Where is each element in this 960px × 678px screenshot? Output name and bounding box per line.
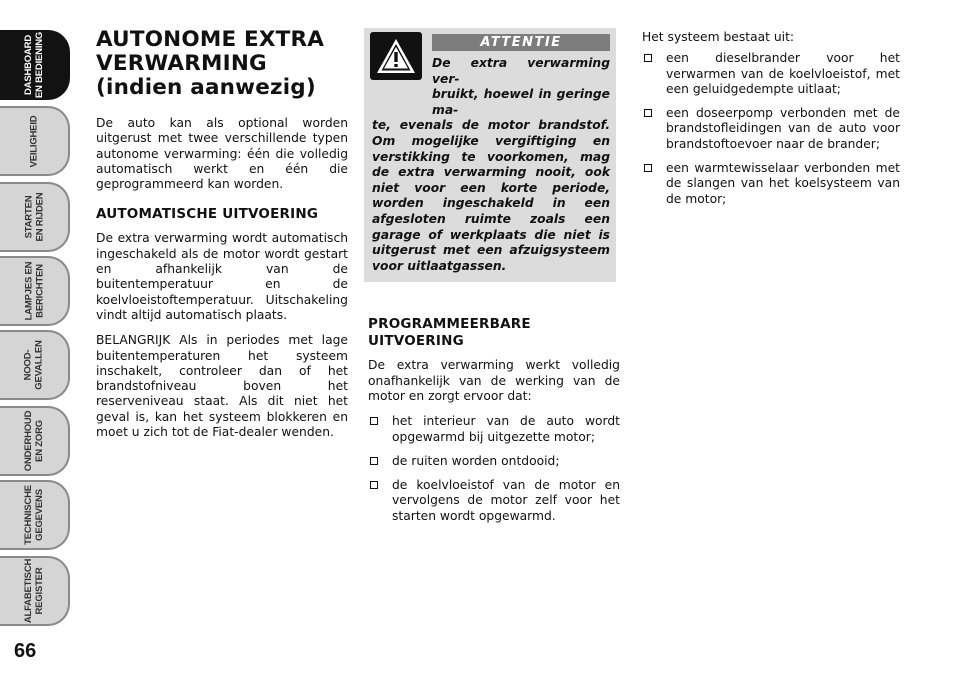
tab-alfabetisch-register[interactable] [0, 556, 70, 626]
warning-text-line: bruikt, hoewel in geringe ma- [432, 87, 610, 117]
tab-onderhoud-en-zorg[interactable] [0, 406, 70, 476]
checkbox-bullet-icon [370, 481, 378, 489]
title-line: AUTONOME EXTRA [96, 27, 325, 52]
tab-label: ALFABETISCH REGISTER [23, 558, 45, 624]
page-title [96, 28, 348, 100]
column-left [96, 28, 348, 450]
heading-line: UITVOERING [368, 333, 464, 350]
system-intro: Het systeem bestaat uit: [642, 30, 795, 44]
tab-starten-en-rijden[interactable] [0, 182, 70, 252]
column-right [642, 30, 900, 216]
checkbox-bullet-icon [644, 164, 652, 172]
tab-label: TECHNISCHE GEGEVENS [22, 485, 45, 545]
intro-paragraph: De auto kan als optional worden uitgerust met twee verschillende typen autonome verwarming: één die volledig automatisch werkt en één die geprogrammeerd kan worden. [96, 116, 348, 192]
section-heading-programmable [368, 316, 620, 350]
warning-text-line: De extra verwarming ver- [432, 56, 610, 86]
checkbox-bullet-icon [370, 457, 378, 465]
tab-label: ONDERHOUD EN ZORG [22, 410, 45, 472]
warning-box [364, 28, 616, 282]
warning-triangle-icon [370, 32, 422, 80]
checkbox-bullet-icon [644, 54, 652, 62]
warning-badge: ATTENTIE [432, 34, 610, 51]
list-item: een warmtewisselaar verbonden met de slangen van het koelsysteem van de motor; [642, 161, 900, 207]
tab-noodgevallen[interactable] [0, 330, 70, 400]
checkbox-bullet-icon [370, 417, 378, 425]
tab-label: NOOD- GEVALLEN [22, 340, 45, 390]
feature-list [368, 414, 620, 524]
heading-line: PROGRAMMEERBARE [368, 316, 531, 333]
programmable-intro: De extra verwarming werkt volledig onafhankelijk van de werking van de motor en zorgt ervoor dat: [368, 358, 620, 403]
tab-veiligheid[interactable] [0, 106, 70, 176]
warning-text [372, 56, 610, 274]
tab-label: LAMPJES EN BERICHTEN [23, 261, 45, 321]
warning-text-body: te, evenals de motor brandstof. Om mogelijke vergiftiging en verstikking te voorkomen, mag de extra verwarming nooit, ook niet voor een korte periode, worden ingeschakeld in een afgesloten ruimte zoals een garage of werkplaats die niet is uitgerust met een afzuigsysteem voor uitlaatgassen. [372, 118, 610, 273]
tab-dashboard-en-bediening[interactable] [0, 30, 70, 100]
section-heading-automatic: AUTOMATISCHE UITVOERING [96, 206, 319, 223]
list-item: het interieur van de auto wordt opgewarmd bij uitgezette motor; [368, 414, 620, 445]
title-line: VERWARMING [96, 51, 267, 76]
tab-technische-gegevens[interactable] [0, 480, 70, 550]
component-list [642, 51, 900, 207]
tab-label: VEILIGHEID [28, 115, 40, 167]
page-number: 66 [14, 640, 37, 662]
tab-lampjes-en-berichten[interactable] [0, 256, 70, 326]
checkbox-bullet-icon [644, 109, 652, 117]
list-item: de koelvloeistof van de motor en vervolgens de motor zelf voor het starten wordt opgewarmd. [368, 478, 620, 524]
title-line: (indien aanwezig) [96, 75, 316, 100]
tab-label: DASHBOARD EN BEDIENING [22, 31, 45, 99]
tab-label: STARTEN EN RIJDEN [22, 192, 45, 242]
automatic-paragraph: De extra verwarming wordt automatisch ingeschakeld als de motor wordt gestart en afhankelijk van de buitentemperatuur en de koelvloeistoftemperatuur. Uitschakeling vindt altijd automatisch plaats. [96, 231, 348, 322]
important-paragraph: BELANGRIJK Als in periodes met lage buitentemperaturen het systeem inschakelt, controleer dan of het brandstofniveau boven het reserveniveau staat. Als dit niet het geval is, kan het systeem blokkeren en moet u zich tot de Fiat-dealer wenden. [96, 333, 348, 440]
list-item: de ruiten worden ontdooid; [368, 454, 620, 469]
column-middle [368, 28, 620, 533]
list-item: een dieselbrander voor het verwarmen van de koelvloeistof, met een geluidgedempte uitlaat; [642, 51, 900, 97]
list-item: een doseerpomp verbonden met de brandstofleidingen van de auto voor brandstoftoevoer naar de brander; [642, 106, 900, 152]
